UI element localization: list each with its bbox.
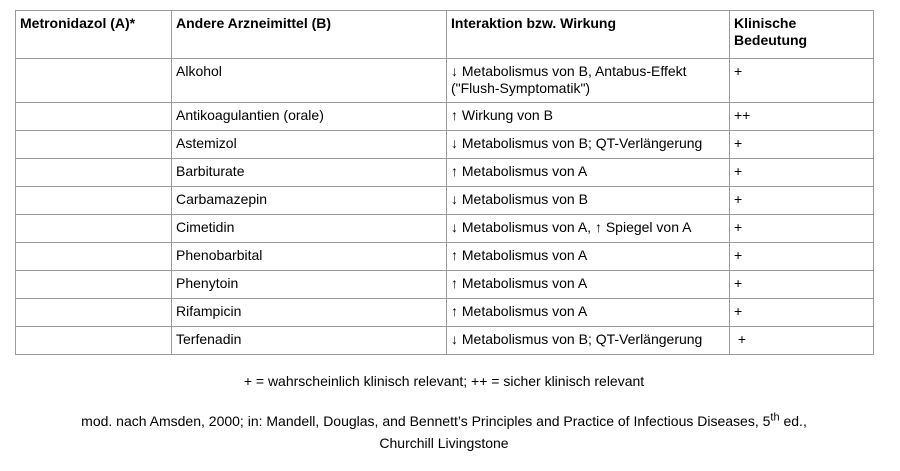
source-text: mod. nach Amsden, 2000; in: Mandell, Douglas, and Bennett’s Principles and Practice of Infectious Diseases, 5 xyxy=(81,413,771,429)
cell-relevance: + xyxy=(730,327,874,355)
cell-interaction: ↓ Metabolismus von A, ↑ Spiegel von A xyxy=(447,215,730,243)
cell-drug: Carbamazepin xyxy=(172,187,447,215)
cell-interaction: ↑ Metabolismus von A xyxy=(447,159,730,187)
table-row xyxy=(16,187,874,215)
source-superscript: th xyxy=(770,411,780,424)
cell-relevance: + xyxy=(730,215,874,243)
table-row xyxy=(16,103,874,131)
cell-metronidazol xyxy=(16,327,172,355)
table-row xyxy=(16,243,874,271)
cell-drug: Alkohol xyxy=(172,59,447,103)
source-publisher: Churchill Livingstone xyxy=(379,435,509,451)
table-row xyxy=(16,327,874,355)
cell-interaction: ↓ Metabolismus von B; QT-Verlängerung xyxy=(447,327,730,355)
cell-metronidazol xyxy=(16,59,172,103)
source-text-after: ed., xyxy=(779,413,807,429)
legend-note: + = wahrscheinlich klinisch relevant; ++ = sicher klinisch relevant xyxy=(243,373,645,389)
cell-drug: Terfenadin xyxy=(172,327,447,355)
cell-relevance: + xyxy=(730,243,874,271)
cell-relevance: + xyxy=(730,271,874,299)
cell-metronidazol xyxy=(16,159,172,187)
table-row xyxy=(16,299,874,327)
cell-relevance: + xyxy=(730,131,874,159)
table-row xyxy=(16,271,874,299)
cell-drug: Antikoagulantien (orale) xyxy=(172,103,447,131)
cell-interaction: ↑ Metabolismus von A xyxy=(447,243,730,271)
cell-metronidazol xyxy=(16,187,172,215)
cell-drug: Phenobarbital xyxy=(172,243,447,271)
header-clinical-relevance: Klinische Bedeutung xyxy=(730,11,874,59)
cell-metronidazol xyxy=(16,299,172,327)
table-row xyxy=(16,59,874,103)
table-row xyxy=(16,131,874,159)
cell-interaction: ↓ Metabolismus von B xyxy=(447,187,730,215)
table-row xyxy=(16,159,874,187)
cell-relevance: + xyxy=(730,187,874,215)
cell-interaction: ↓ Metabolismus von B, Antabus-Effekt ("Flush-Symptomatik") xyxy=(447,59,730,103)
cell-interaction: ↓ Metabolismus von B; QT-Verlängerung xyxy=(447,131,730,159)
cell-metronidazol xyxy=(16,243,172,271)
cell-drug: Cimetidin xyxy=(172,215,447,243)
cell-metronidazol xyxy=(16,271,172,299)
cell-relevance: + xyxy=(730,59,874,103)
header-other-drugs: Andere Arzneimittel (B) xyxy=(172,11,447,59)
cell-metronidazol xyxy=(16,103,172,131)
cell-drug: Phenytoin xyxy=(172,271,447,299)
table-row xyxy=(16,215,874,243)
header-metronidazol: Metronidazol (A)* xyxy=(16,11,172,59)
cell-metronidazol xyxy=(16,131,172,159)
cell-drug: Astemizol xyxy=(172,131,447,159)
source-citation xyxy=(0,410,888,454)
cell-relevance: + xyxy=(730,159,874,187)
cell-metronidazol xyxy=(16,215,172,243)
cell-drug: Barbiturate xyxy=(172,159,447,187)
cell-interaction: ↑ Metabolismus von A xyxy=(447,299,730,327)
cell-relevance: + xyxy=(730,299,874,327)
cell-drug: Rifampicin xyxy=(172,299,447,327)
interaction-table xyxy=(15,10,874,355)
cell-interaction: ↑ Metabolismus von A xyxy=(447,271,730,299)
cell-interaction: ↑ Wirkung von B xyxy=(447,103,730,131)
cell-relevance: ++ xyxy=(730,103,874,131)
table-header-row xyxy=(16,11,874,59)
header-interaction: Interaktion bzw. Wirkung xyxy=(447,11,730,59)
